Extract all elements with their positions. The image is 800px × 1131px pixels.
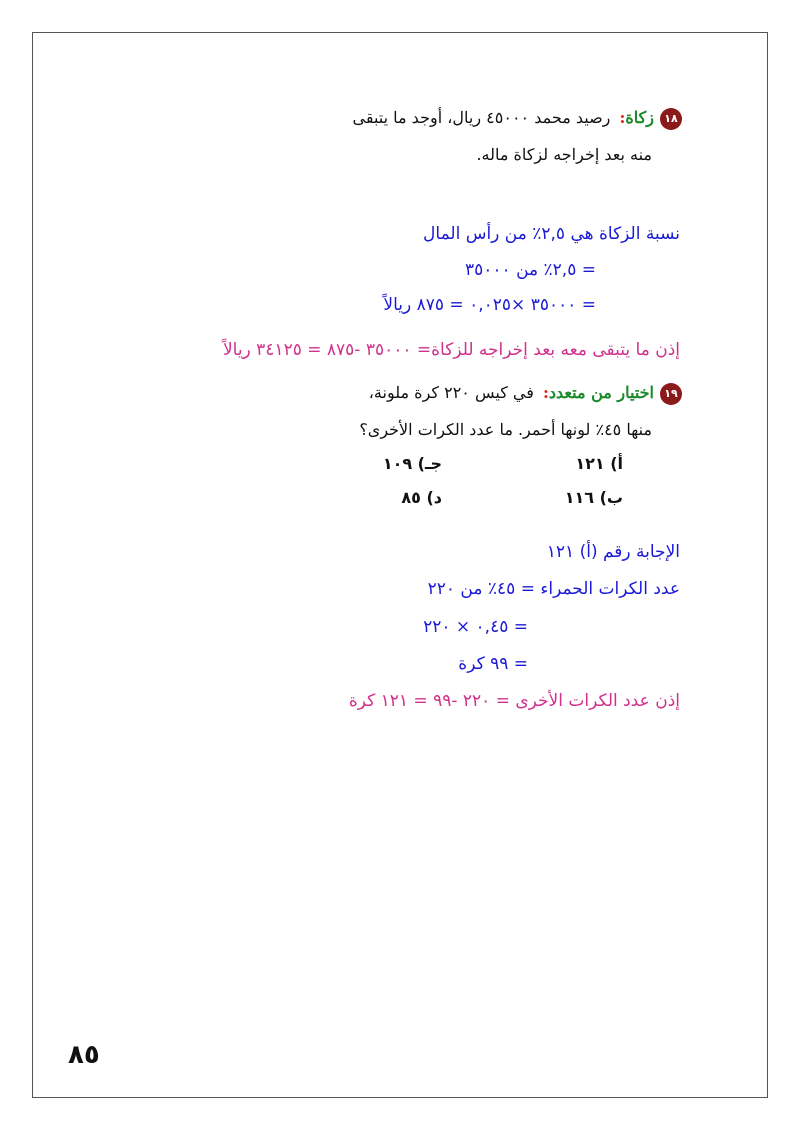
q18-line-1 <box>353 106 682 130</box>
q19-colon: : <box>542 383 549 402</box>
sol19-conclusion: إذن عدد الكرات الأخرى = ٢٢٠ -٩٩ = ١٢١ كرة <box>348 691 680 711</box>
sol18-line-2: = ٢,٥٪ من ٣٥٠٠٠ <box>465 260 596 280</box>
q18-number-badge: ١٨ <box>660 108 682 130</box>
sol18-conclusion: إذن ما يتبقى معه بعد إخراجه للزكاة= ٣٥٠٠٠ -٨٧٥ = ٣٤١٢٥ ريالاً <box>222 340 680 360</box>
sol19-line-3: = ٠,٤٥ × ٢٢٠ <box>423 617 528 637</box>
q19-option-c: جـ) ١٠٩ <box>382 454 442 473</box>
q19-option-b: ب) ١١٦ <box>564 488 623 507</box>
q19-number-badge: ١٩ <box>660 383 682 405</box>
q18-title: زكاة <box>625 108 654 127</box>
q19-option-a: أ) ١٢١ <box>575 454 623 473</box>
page-number: ٨٥ <box>68 1040 100 1070</box>
q19-title: اختيار من متعدد <box>548 383 654 402</box>
q19-line-1 <box>369 381 682 405</box>
q18-colon: : <box>619 108 626 127</box>
q19-option-d: د) ٨٥ <box>401 488 442 507</box>
q18-text-1: رصيد محمد ٤٥٠٠٠ ريال، أوجد ما يتبقى <box>352 108 611 127</box>
q19-text-1: في كيس ٢٢٠ كرة ملونة، <box>368 383 534 402</box>
sol18-line-1: نسبة الزكاة هي ٢,٥٪ من رأس المال <box>423 224 680 244</box>
q18-text-2: منه بعد إخراجه لزكاة ماله. <box>476 145 652 164</box>
page-frame <box>32 32 768 1098</box>
sol19-answer: الإجابة رقم (أ) ١٢١ <box>546 542 680 562</box>
q19-text-2: منها ٤٥٪ لونها أحمر. ما عدد الكرات الأخرى؟ <box>359 420 652 439</box>
sol18-line-3: = ٣٥٠٠٠ ×٠,٠٢٥ = ٨٧٥ ريالاً <box>383 295 596 315</box>
sol19-line-2: عدد الكرات الحمراء = ٤٥٪ من ٢٢٠ <box>427 579 680 599</box>
sol19-line-4: = ٩٩ كرة <box>458 654 528 674</box>
